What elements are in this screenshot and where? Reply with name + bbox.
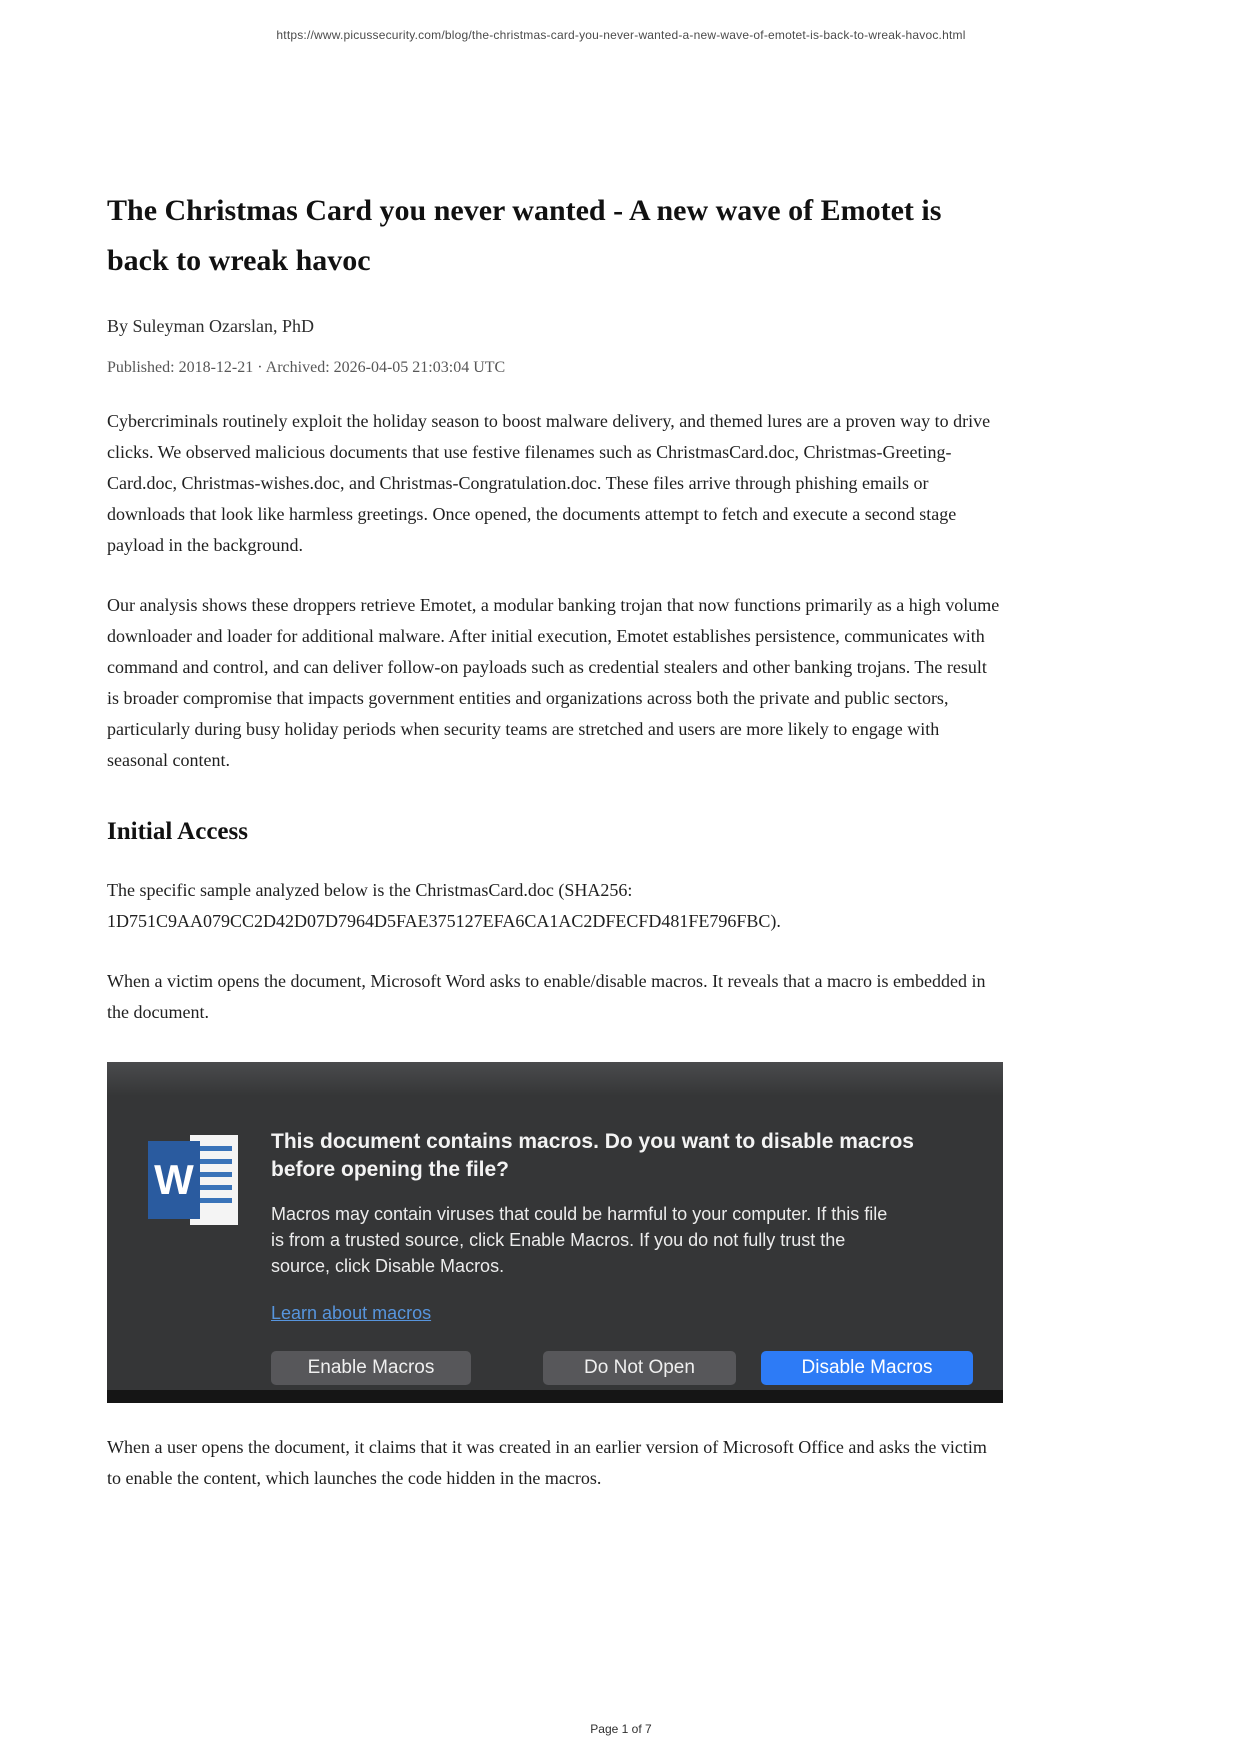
enable-macros-button[interactable]: Enable Macros bbox=[271, 1351, 471, 1385]
dialog-body-text: Macros may contain viruses that could be harmful to your computer. If this file is from a trusted source, click Enable Macros. If you do not fully trust the source, click Disable Macros. bbox=[271, 1204, 888, 1276]
publish-meta: Published: 2018-12-21 · Archived: 2026-04-05 21:03:04 UTC bbox=[107, 359, 506, 376]
dialog-title: This document contains macros. Do you want to disable macros before opening the file? bbox=[271, 1130, 914, 1181]
learn-about-macros-link[interactable]: Learn about macros bbox=[271, 1303, 432, 1323]
paragraph: The specific sample analyzed below is the ChristmasCard.doc (SHA256: 1D751C9AA079CC2D42D07D7964D5FAE375127EFA6CA1AC2DFECFD481FE796FBC). bbox=[107, 880, 781, 931]
print-footer bbox=[0, 1722, 1242, 1736]
article bbox=[107, 0, 1003, 1494]
section-heading-initial-access: Initial Access bbox=[107, 818, 248, 845]
word-icon bbox=[148, 1132, 238, 1228]
dialog-button-row bbox=[271, 1351, 983, 1385]
paragraph: When a victim opens the document, Microsoft Word asks to enable/disable macros. It reveals that a macro is embedded in the document. bbox=[107, 971, 986, 1022]
macro-warning-screenshot bbox=[107, 1062, 1003, 1403]
article-title: The Christmas Card you never wanted - A new wave of Emotet is back to wreak havoc bbox=[107, 194, 942, 277]
paragraph: Cybercriminals routinely exploit the holiday season to boost malware delivery, and themed lures are a proven way to drive clicks. We observed malicious documents that use festive filenames such as ChristmasCard.doc, Christmas-Greeting-Card.doc, Christmas-wishes.doc, and Christmas-Congratulation.doc. These files arrive through phishing emails or downloads that look like harmless greetings. Once opened, the documents attempt to fetch and execute a second stage payload in the background. bbox=[107, 411, 991, 555]
paragraph: When a user opens the document, it claims that it was created in an earlier version of Microsoft Office and asks the victim to enable the content, which launches the code hidden in the macros. bbox=[107, 1437, 987, 1488]
word-icon-panel bbox=[148, 1141, 200, 1219]
word-icon-letter: W bbox=[154, 1156, 194, 1203]
source-url: https://www.picussecurity.com/blog/the-christmas-card-you-never-wanted-a-new-wave-of-emotet-is-back-to-wreak-havoc.html bbox=[276, 28, 966, 42]
do-not-open-button[interactable]: Do Not Open bbox=[543, 1351, 736, 1385]
page-number: Page 1 of 7 bbox=[590, 1722, 652, 1736]
macro-dialog bbox=[271, 1128, 983, 1385]
disable-macros-button[interactable]: Disable Macros bbox=[761, 1351, 973, 1385]
paragraph: Our analysis shows these droppers retrieve Emotet, a modular banking trojan that now functions primarily as a high volume downloader and loader for additional malware. After initial execution, Emotet establishes persistence, communicates with command and control, and can deliver follow-on payloads such as credential stealers and other banking trojans. The result is broader compromise that impacts government entities and organizations across both the private and public sectors, particularly during busy holiday periods when security teams are stretched and users are more likely to engage with seasonal content. bbox=[107, 595, 1000, 770]
byline: By Suleyman Ozarslan, PhD bbox=[107, 316, 314, 336]
